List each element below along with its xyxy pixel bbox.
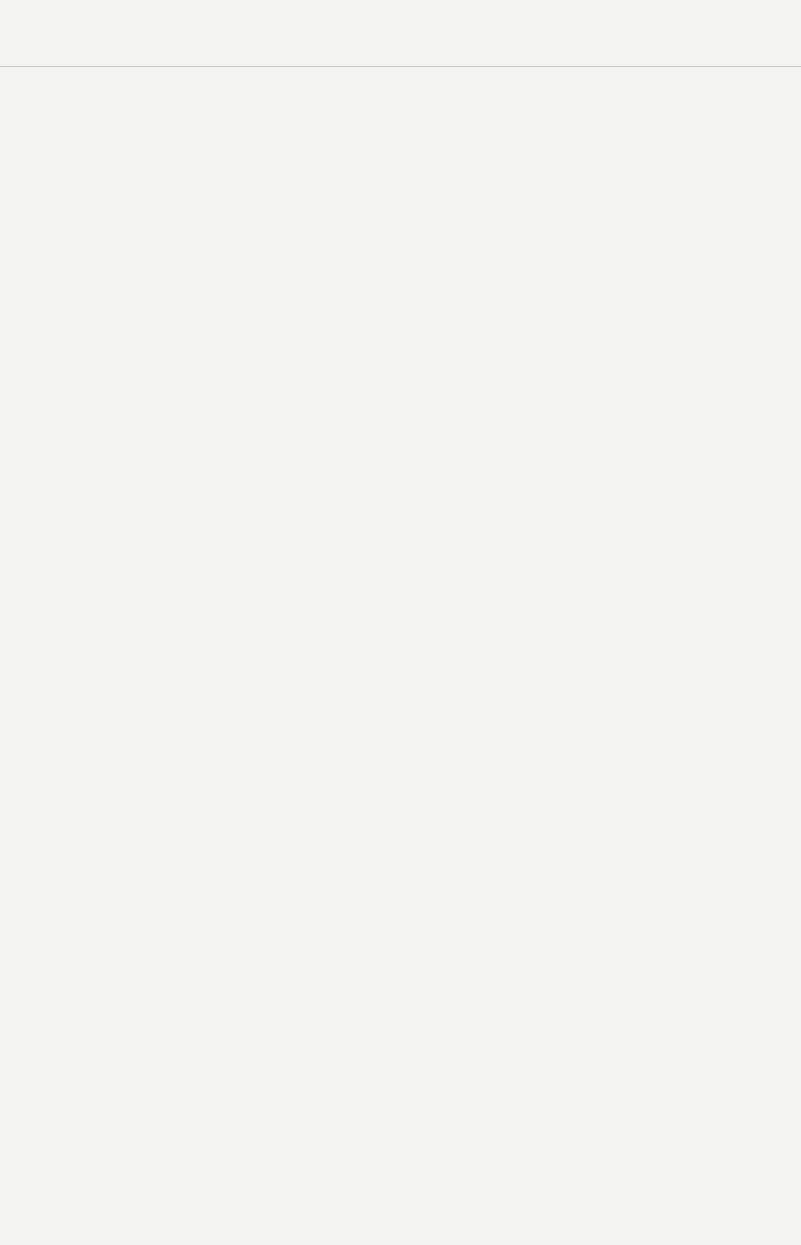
page-header [0, 0, 801, 67]
